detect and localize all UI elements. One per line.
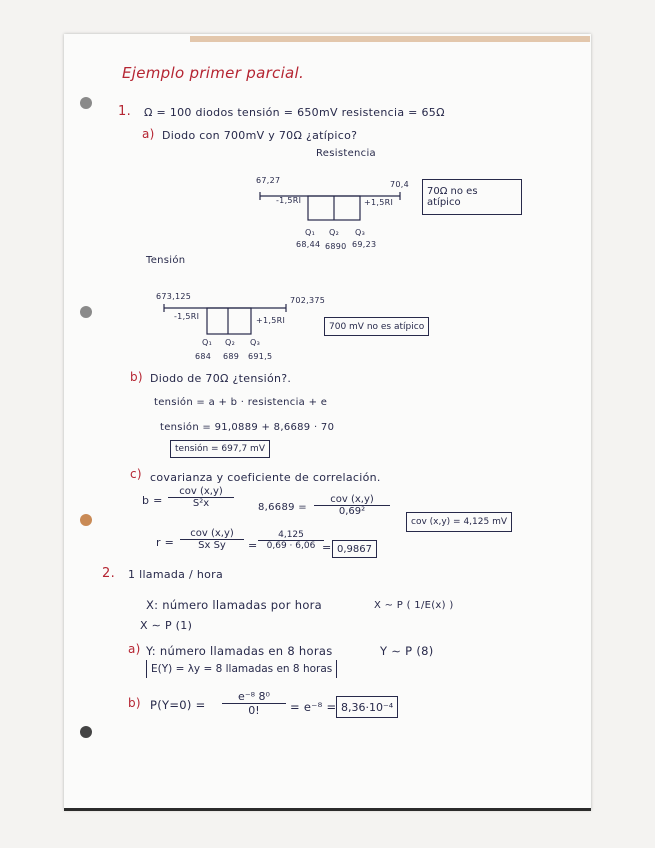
q1-header: Ω = 100 diodos tensión = 650mV resistencia = 65Ω <box>144 106 445 119</box>
q2-a-label: a) <box>128 642 141 656</box>
ten-left-whisker: 673,125 <box>156 292 192 301</box>
page-bottom-edge <box>64 808 591 811</box>
q2-b-lhs: P(Y=0) = <box>150 698 206 712</box>
c-b2-numerator: cov (x,y) <box>314 494 390 506</box>
q2-b-label: b) <box>128 696 141 710</box>
res-conclusion-line2: atípico <box>427 197 461 208</box>
c-r-denominator: Sx Sy <box>198 540 226 551</box>
ten-q3-value: 691,5 <box>248 352 273 361</box>
punch-hole-4 <box>80 726 92 738</box>
c-r2-fraction <box>258 530 324 551</box>
res-q1-value: 68,44 <box>296 240 321 249</box>
res-upper-fence: +1,5RI <box>364 198 394 207</box>
c-r2-numerator: 4,125 <box>258 530 324 541</box>
q1-b-line2: tensión = 91,0889 + 8,6689 · 70 <box>160 422 335 433</box>
c-b-lhs: b = <box>142 494 163 507</box>
c-b-numerator: cov (x,y) <box>168 486 234 498</box>
c-r-numerator: cov (x,y) <box>180 528 244 540</box>
ten-conclusion-box: 700 mV no es atípico <box>324 317 429 336</box>
res-q1-label: Q₁ <box>305 228 316 237</box>
q1-b-line1: tensión = a + b · resistencia + e <box>154 397 328 408</box>
res-right-whisker: 70,4 <box>390 180 410 189</box>
q2-x-dist: X ∼ P (1) <box>140 619 193 632</box>
q2-x-dist-right: X ∼ P ( 1/E(x) ) <box>374 600 454 611</box>
ten-q2-label: Q₂ <box>225 338 236 347</box>
ten-q2-value: 689 <box>223 352 240 361</box>
resistencia-boxplot <box>258 188 408 228</box>
q1-c-label: c) <box>130 467 142 481</box>
punch-hole-1 <box>80 97 92 109</box>
res-q2-label: Q₂ <box>329 228 340 237</box>
tension-label: Tensión <box>146 255 186 266</box>
ten-q3-label: Q₃ <box>250 338 261 347</box>
c-r2-equals: = <box>322 541 332 554</box>
q2-a-result-bracket: E(Y) = λy = 8 llamadas en 8 horas <box>146 660 337 678</box>
punch-hole-2 <box>80 306 92 318</box>
q1-b-label: b) <box>130 370 143 384</box>
q1-c-text: covarianza y coeficiente de correlación. <box>150 471 381 484</box>
q2-b-denominator: 0! <box>248 704 260 717</box>
c-b2-fraction <box>314 494 390 517</box>
c-r-fraction <box>180 528 244 551</box>
q1-b-text: Diodo de 70Ω ¿tensión?. <box>150 372 292 385</box>
res-q2-value: 6890 <box>325 242 347 251</box>
q1-a-label: a) <box>142 127 155 141</box>
c-b2-lhs: 8,6689 = <box>258 502 307 513</box>
c-cov-result-box: cov (x,y) = 4,125 mV <box>406 512 512 532</box>
q2-b-result-box: 8,36·10⁻⁴ <box>336 696 398 718</box>
res-q3-label: Q₃ <box>355 228 366 237</box>
resistencia-label: Resistencia <box>316 148 376 159</box>
ten-q1-label: Q₁ <box>202 338 213 347</box>
page-binding-strip <box>190 36 590 42</box>
res-conclusion-box <box>422 179 522 215</box>
q2-header: 1 llamada / hora <box>128 568 223 581</box>
q2-b-fraction <box>222 690 286 717</box>
ten-upper-fence: +1,5RI <box>256 316 286 325</box>
c-b-fraction <box>168 486 234 509</box>
q1-a-text: Diodo con 700mV y 70Ω ¿atípico? <box>162 129 358 142</box>
res-left-whisker: 67,27 <box>256 176 281 185</box>
punch-hole-3 <box>80 514 92 526</box>
res-conclusion-line1: 70Ω no es <box>427 186 478 197</box>
q2-a-dist: Y ∼ P (8) <box>380 644 434 658</box>
c-r2-denominator: 0,69 · 6,06 <box>266 541 316 551</box>
q2-x-def: X: número llamadas por hora <box>146 598 323 612</box>
res-lower-fence: -1,5RI <box>276 196 302 205</box>
q1-b-result-box: tensión = 697,7 mV <box>170 440 270 458</box>
c-b2-denominator: 0,69² <box>338 506 366 517</box>
ten-right-whisker: 702,375 <box>290 296 326 305</box>
q2-number: 2. <box>102 566 116 581</box>
ten-lower-fence: -1,5RI <box>174 312 200 321</box>
q2-a-text: Y: número llamadas en 8 horas <box>146 644 333 658</box>
q2-b-numerator: e⁻⁸ 8⁰ <box>222 690 286 704</box>
q1-number: 1. <box>118 104 132 119</box>
page-title: Ejemplo primer parcial. <box>122 64 305 82</box>
c-r-result-box: 0,9867 <box>332 540 377 558</box>
c-r-lhs: r = <box>156 536 175 549</box>
ten-q1-value: 684 <box>195 352 212 361</box>
c-r-equals: = <box>248 539 258 552</box>
q2-b-mid: = e⁻⁸ = <box>290 700 337 714</box>
c-b-denominator: S²x <box>192 498 210 509</box>
res-q3-value: 69,23 <box>352 240 377 249</box>
